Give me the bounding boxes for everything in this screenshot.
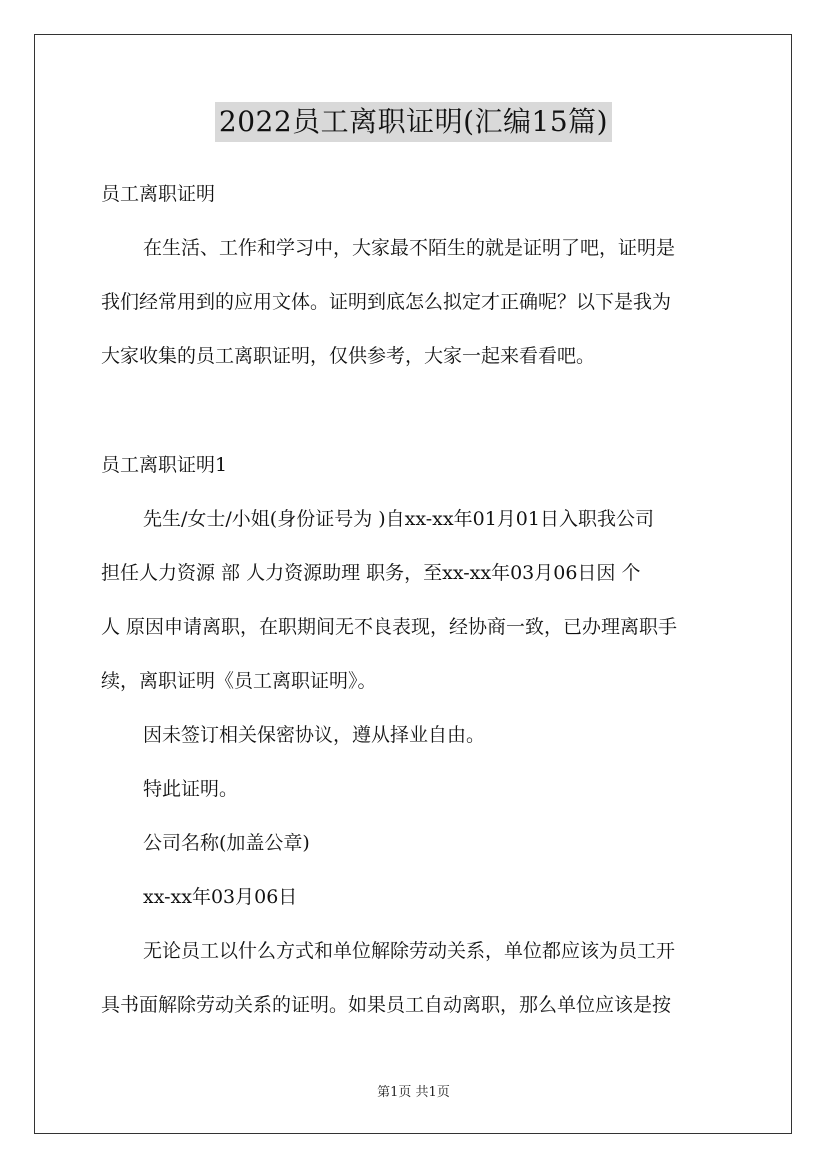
company-name-line: 公司名称(加盖公章)	[143, 832, 310, 854]
document-title: 2022员工离职证明(汇编15篇)	[215, 102, 612, 142]
paragraph-line: 特此证明。	[143, 778, 239, 800]
paragraph-line: 无论员工以什么方式和单位解除劳动关系，单位都应该为员工开	[143, 940, 676, 962]
section-heading: 员工离职证明1	[101, 454, 228, 476]
paragraph-line: 具书面解除劳动关系的证明。如果员工自动离职，那么单位应该是按	[101, 994, 672, 1016]
paragraph-line: 续，离职证明《员工离职证明》。	[101, 670, 377, 692]
paragraph-line: 因未签订相关保密协议，遵从择业自由。	[143, 724, 486, 746]
page-footer: 第1页 共1页	[377, 1085, 450, 1100]
paragraph-line: 先生/女士/小姐(身份证号为 )自xx-xx年01月01日入职我公司	[143, 508, 654, 530]
paragraph-line: 担任人力资源 部 人力资源助理 职务，至xx-xx年03月06日因 个	[101, 562, 641, 584]
paragraph-line: 在生活、工作和学习中，大家最不陌生的就是证明了吧，证明是	[143, 237, 676, 259]
paragraph-line: 人 原因申请离职，在职期间无不良表现，经协商一致，已办理离职手	[101, 616, 678, 638]
date-line: xx-xx年03月06日	[143, 886, 298, 908]
paragraph-line: 我们经常用到的应用文体。证明到底怎么拟定才正确呢？以下是我为	[101, 291, 672, 313]
section-heading: 员工离职证明	[101, 183, 216, 205]
paragraph-line: 大家收集的员工离职证明，仅供参考，大家一起来看看吧。	[101, 345, 596, 367]
